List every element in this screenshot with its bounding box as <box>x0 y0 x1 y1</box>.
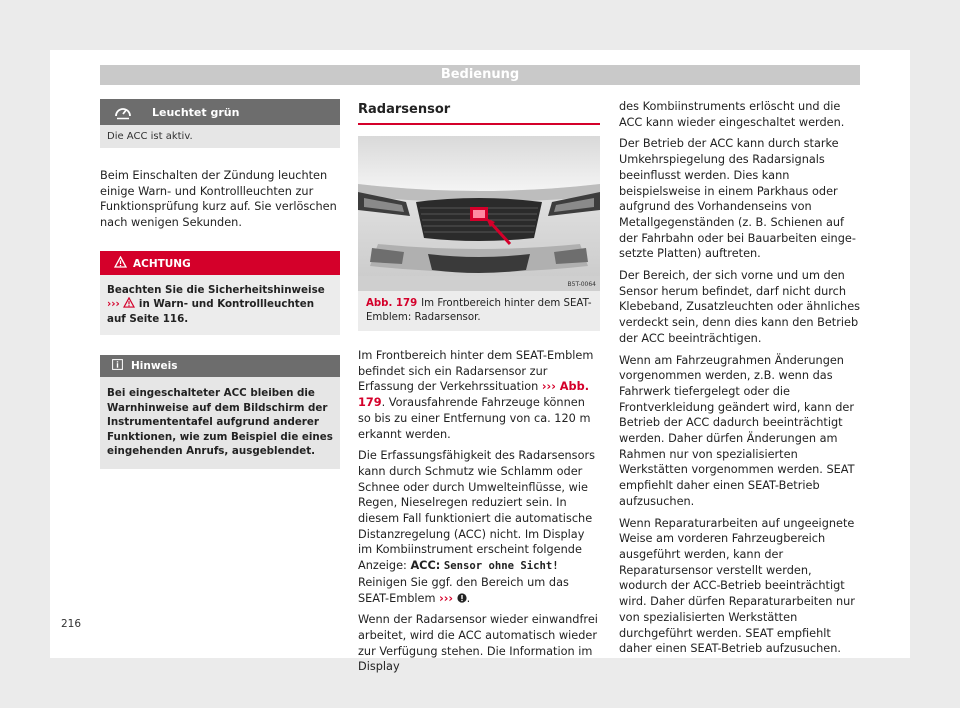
info-icon <box>112 359 123 373</box>
mid-p2-text: Die Erfassungsfähigkeit des Radarsensors kann durch Schmutz wie Schlamm oder Schnee oder durch Umwelteinflüsse, wie Regen, Nieselregen reduziert sein. In diesem Fall funktioniert die automatische Distanzregelung (ACC) nicht. Im Display im Kombiinstrument erscheint folgende Anzeige: <box>358 449 596 573</box>
page-header: Bedienung <box>100 65 860 85</box>
mid-paragraph-1 <box>358 348 600 442</box>
warning-circle-icon <box>457 592 467 605</box>
warning-triangle-icon <box>123 298 135 310</box>
right-paragraph-3: Der Bereich, der sich vorne und um den Sensor herum befindet, darf nicht durch Klebeband, Zusatzleuchten oder ähnliches verdeckt sein, denn dies kann den Betrieb der ACC beeinträchtigen. <box>619 269 861 345</box>
figure-caption <box>358 291 600 331</box>
right-paragraph-5: Wenn Reparaturarbeiten auf ungeeignete Weise am vorderen Fahrzeugbereich ausgeführt werden, kann der Reparatursensor verstellt werden, wodurch der ACC-Betrieb beeinträchtigt wird. Daher dürfen Reparaturarbeiten nur von spezialisierten Werkstätten durchgeführt werden. SEAT empfiehlt daher einen SEAT-Betrieb aufzusuchen. <box>619 516 855 656</box>
left-column <box>100 99 340 469</box>
right-column <box>619 99 861 657</box>
display-message-acc: ACC: <box>410 559 441 573</box>
warning-reference-arrows[interactable]: ››› <box>439 591 454 605</box>
figure-code: B5T-0064 <box>567 281 596 288</box>
warning-triangle-icon <box>114 256 127 271</box>
indicator-label: Leuchtet grün <box>152 105 240 119</box>
achtung-text-suffix: in Warn- und Kontrollleuchten auf Seite 116. <box>107 298 315 325</box>
achtung-body <box>100 275 340 336</box>
mid-p2-end: . <box>466 591 471 605</box>
achtung-title: ACHTUNG <box>133 257 191 270</box>
right-paragraph-4: Wenn am Fahrzeugrahmen Änderungen vorgenommen werden, z.B. wenn das Fahrwerk tiefergelegt oder die Frontverkleidung geändert wird, kann der Betrieb der ACC dadurch beeinträchtigt werden. Daher dürfen Änderungen am Rahmen nur von spezialisierten Werkstätten vorgenommen werden. SEAT empfiehlt daher einen SEAT-Betrieb aufzusuchen. <box>619 353 855 508</box>
mid-paragraph-3: Wenn der Radarsensor wieder einwandfrei arbeitet, wird die ACC automatisch wieder zur Verfügung stehen. Die Information im Display <box>358 613 598 674</box>
mid-p1-text-b: . Vorausfahrende Fahrzeuge können so bis zu einer Entfernung von ca. 120 m erkannt werden. <box>358 396 591 441</box>
indicator-row <box>100 99 340 125</box>
right-paragraph-1: des Kombiinstruments erlöscht und die ACC kann wieder eingeschaltet werden. <box>619 100 845 129</box>
hinweis-box <box>100 355 340 469</box>
mid-p2-text-b: Reinigen Sie ggf. den Bereich um das SEAT-Emblem <box>358 575 569 605</box>
achtung-box <box>100 251 340 336</box>
mid-paragraph-2 <box>358 448 600 606</box>
indicator-description: Die ACC ist aktiv. <box>100 125 340 148</box>
figure-reference-link[interactable]: ››› Abb. 179 <box>358 380 589 410</box>
display-message: Sensor ohne Sicht! <box>443 560 559 573</box>
achtung-header <box>100 253 340 275</box>
figure-number: Abb. 179 <box>366 298 418 309</box>
middle-column <box>358 99 600 675</box>
radar-sensor-figure <box>358 136 600 291</box>
achtung-text: Beachten Sie die Sicherheitshinweise <box>107 283 325 296</box>
mid-p1-text: Im Frontbereich hinter dem SEAT-Emblem befindet sich ein Radarsensor zur Erfassung der Verkehrssituation <box>358 349 594 394</box>
achtung-link-arrows[interactable]: ››› <box>107 298 120 311</box>
section-title: Radarsensor <box>358 99 600 125</box>
hinweis-title: Hinweis <box>131 360 178 373</box>
hinweis-header <box>100 355 340 377</box>
manual-page <box>50 50 910 674</box>
figure-caption-text: Im Frontbereich hinter dem SEAT-Emblem: Radarsensor. <box>366 298 592 323</box>
acc-speedometer-icon <box>100 99 146 125</box>
intro-paragraph: Beim Einschalten der Zündung leuchten einige Warn- und Kontrollleuchten zur Funktionsprüfung kurz auf. Sie verlöschen nach wenigen Sekunden. <box>100 169 337 230</box>
page-number: 216 <box>61 618 82 630</box>
hinweis-body: Bei eingeschalteter ACC bleiben die Warnhinweise auf dem Bildschirm der Instrumententafel aufgrund anderer Funktionen, wie zum Beispiel die eines eingehenden Anrufs, ausgeblendet. <box>107 387 333 458</box>
right-paragraph-2: Der Betrieb der ACC kann durch starke Umkehrspiegelung des Radarsignals beeinflusst werden. Dies kann beispielsweise in einem Parkhaus oder aufgrund des Vorhandenseins von Metallgegenständen (z. B. Schienen auf der Fahrbahn oder bei Bauarbeiten eingesetzte Platten) auftreten. <box>619 137 856 261</box>
